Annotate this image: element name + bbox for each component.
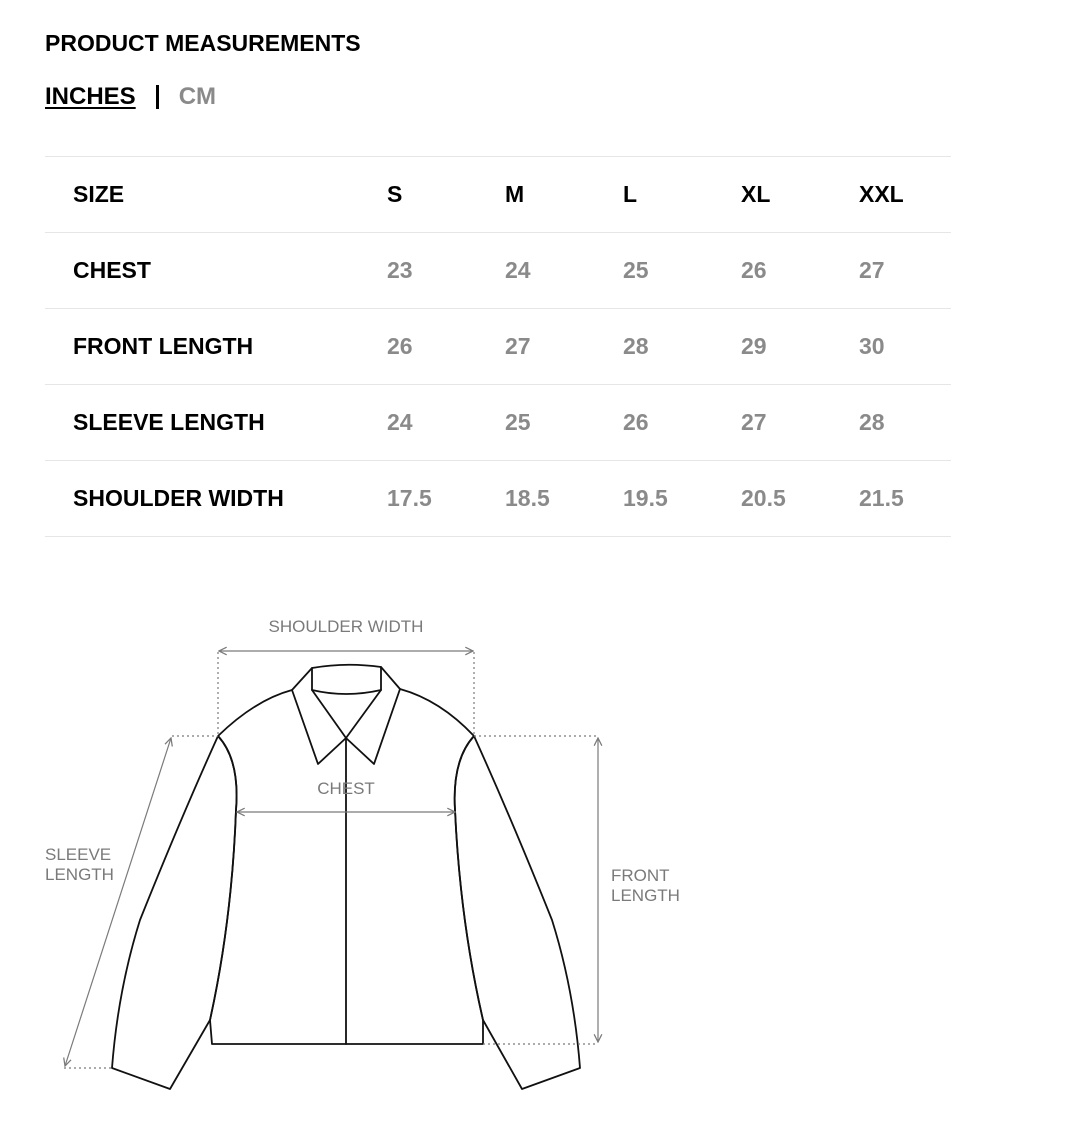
cell-value: 27	[741, 409, 767, 435]
front-label-line2: LENGTH	[611, 886, 680, 905]
size-xl: XL	[741, 181, 771, 207]
table-row	[45, 461, 951, 537]
cell-value: 27	[505, 333, 531, 359]
row-label: FRONT LENGTH	[73, 333, 254, 359]
front-label-line1: FRONT	[611, 866, 670, 885]
cell-value: 25	[623, 257, 649, 283]
table-row	[45, 233, 951, 309]
cell-value: 25	[505, 409, 531, 435]
page-title: PRODUCT MEASUREMENTS	[45, 30, 361, 56]
cell-value: 26	[623, 409, 649, 435]
jacket-right-sleeve	[455, 736, 580, 1089]
size-s: S	[387, 181, 403, 207]
sleeve-label-line1: SLEEVE	[45, 845, 112, 864]
cell-value: 20.5	[741, 485, 786, 511]
size-table	[45, 156, 951, 537]
cell-value: 26	[741, 257, 767, 283]
jacket-collar-band	[312, 667, 381, 694]
row-label: CHEST	[73, 257, 151, 283]
cell-value: 21.5	[859, 485, 904, 511]
jacket-measurement-diagram	[0, 600, 720, 1100]
jacket-neck-inner	[312, 690, 381, 738]
cell-value: 26	[387, 333, 413, 359]
cell-value: 24	[387, 409, 413, 435]
cell-value: 19.5	[623, 485, 668, 511]
table-row	[45, 385, 951, 461]
cell-value: 30	[859, 333, 885, 359]
unit-inches-tab[interactable]: INCHES	[45, 83, 136, 110]
cell-value: 28	[623, 333, 649, 359]
row-label: SHOULDER WIDTH	[73, 485, 284, 511]
cell-value: 24	[505, 257, 531, 283]
cell-value: 18.5	[505, 485, 550, 511]
cell-value: 27	[859, 257, 885, 283]
cell-value: 23	[387, 257, 413, 283]
table-row	[45, 309, 951, 385]
table-header-row	[45, 157, 951, 233]
cell-value: 29	[741, 333, 767, 359]
jacket-illustration	[112, 665, 580, 1089]
size-xxl: XXL	[859, 181, 904, 207]
size-m: M	[505, 181, 525, 207]
unit-divider	[156, 85, 159, 109]
cell-value: 28	[859, 409, 885, 435]
sleeve-label-line2: LENGTH	[45, 865, 114, 884]
size-header-label: SIZE	[73, 181, 125, 207]
chest-label: CHEST	[317, 779, 375, 798]
jacket-left-sleeve	[112, 736, 237, 1089]
shoulder-width-label: SHOULDER WIDTH	[268, 617, 424, 636]
unit-cm-tab[interactable]: CM	[178, 83, 217, 110]
row-label: SLEEVE LENGTH	[73, 409, 265, 435]
cell-value: 17.5	[387, 485, 432, 511]
unit-toggle	[45, 83, 216, 111]
size-l: L	[623, 181, 638, 207]
